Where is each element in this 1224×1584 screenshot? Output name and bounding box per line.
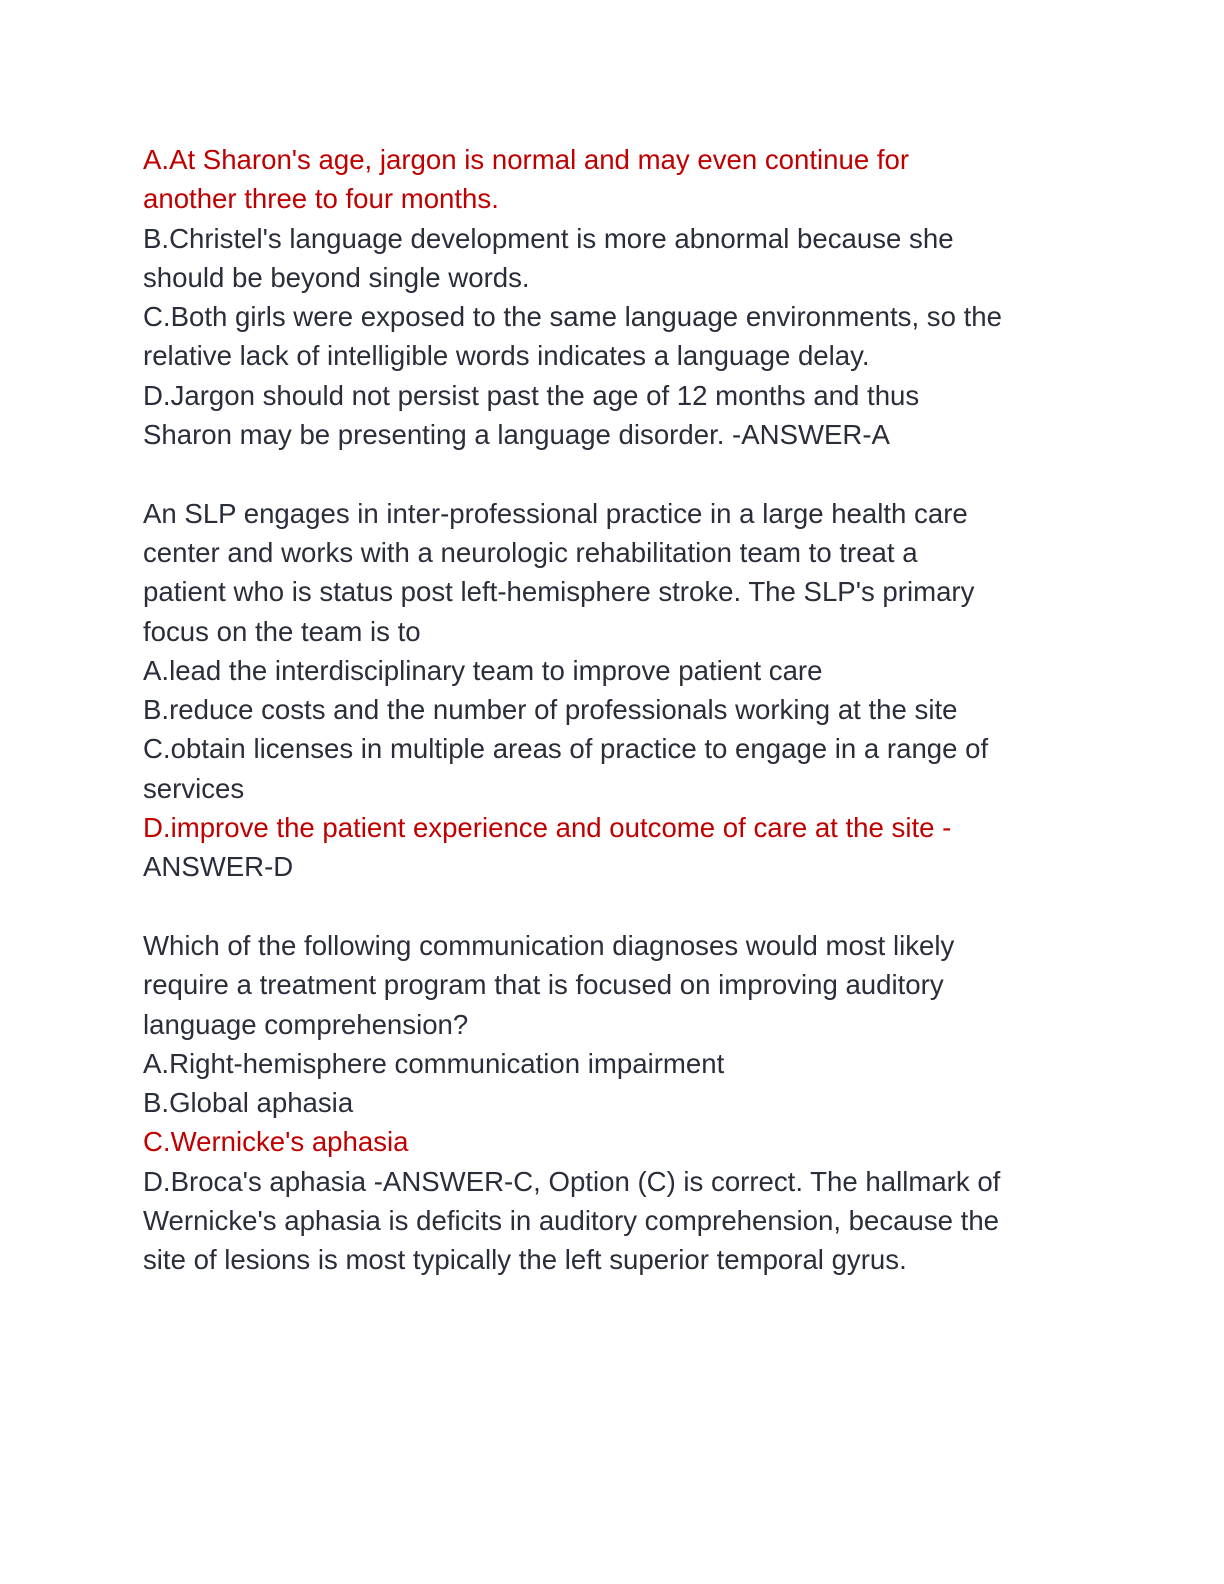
answer-text-line: A.At Sharon's age, jargon is normal and may even continue for: [143, 144, 910, 175]
text-line: Sharon may be presenting a language disorder. -ANSWER-A: [143, 419, 890, 451]
answer-text-line: D.improve the patient experience and outcome of care at the site -: [143, 812, 952, 844]
text-line: center and works with a neurologic rehabilitation team to treat a: [143, 536, 918, 568]
text-line: ANSWER-D: [143, 851, 294, 883]
text-line: Wernicke's aphasia is deficits in auditory comprehension, because the: [143, 1205, 1000, 1237]
text-line: B.Christel's language development is more abnormal because she: [143, 222, 954, 254]
text-line: services: [143, 772, 245, 804]
text-line: An SLP engages in inter-professional practice in a large health care: [143, 497, 968, 529]
document-page: [143, 140, 1143, 1280]
text-line: relative lack of intelligible words indicates a language delay.: [143, 340, 870, 372]
text-line: Which of the following communication diagnoses would most likely: [143, 929, 955, 961]
text-line: C.obtain licenses in multiple areas of practice to engage in a range of: [143, 733, 989, 765]
text-line: D.Jargon should not persist past the age of 12 months and thus: [143, 379, 920, 411]
blank-line: [143, 454, 1143, 493]
text-line: site of lesions is most typically the left superior temporal gyrus.: [143, 1244, 907, 1276]
text-line: focus on the team is to: [143, 615, 421, 647]
text-line: A.lead the interdisciplinary team to improve patient care: [143, 654, 823, 686]
text-line: B.Global aphasia: [143, 1087, 354, 1119]
text-line: language comprehension?: [143, 1008, 469, 1040]
text-line: B.reduce costs and the number of professionals working at the site: [143, 694, 958, 726]
answer-text-line: another three to four months.: [143, 183, 499, 215]
text-line: require a treatment program that is focused on improving auditory: [143, 969, 944, 1001]
text-line: should be beyond single words.: [143, 261, 530, 293]
answer-text-line: C.Wernicke's aphasia: [143, 1126, 409, 1158]
text-line: A.Right-hemisphere communication impairment: [143, 1047, 725, 1079]
text-line: patient who is status post left-hemisphere stroke. The SLP's primary: [143, 576, 975, 608]
blank-line: [143, 887, 1143, 926]
text-line: D.Broca's aphasia -ANSWER-C, Option (C) is correct. The hallmark of: [143, 1165, 1001, 1197]
text-line: C.Both girls were exposed to the same language environments, so the: [143, 301, 1002, 333]
